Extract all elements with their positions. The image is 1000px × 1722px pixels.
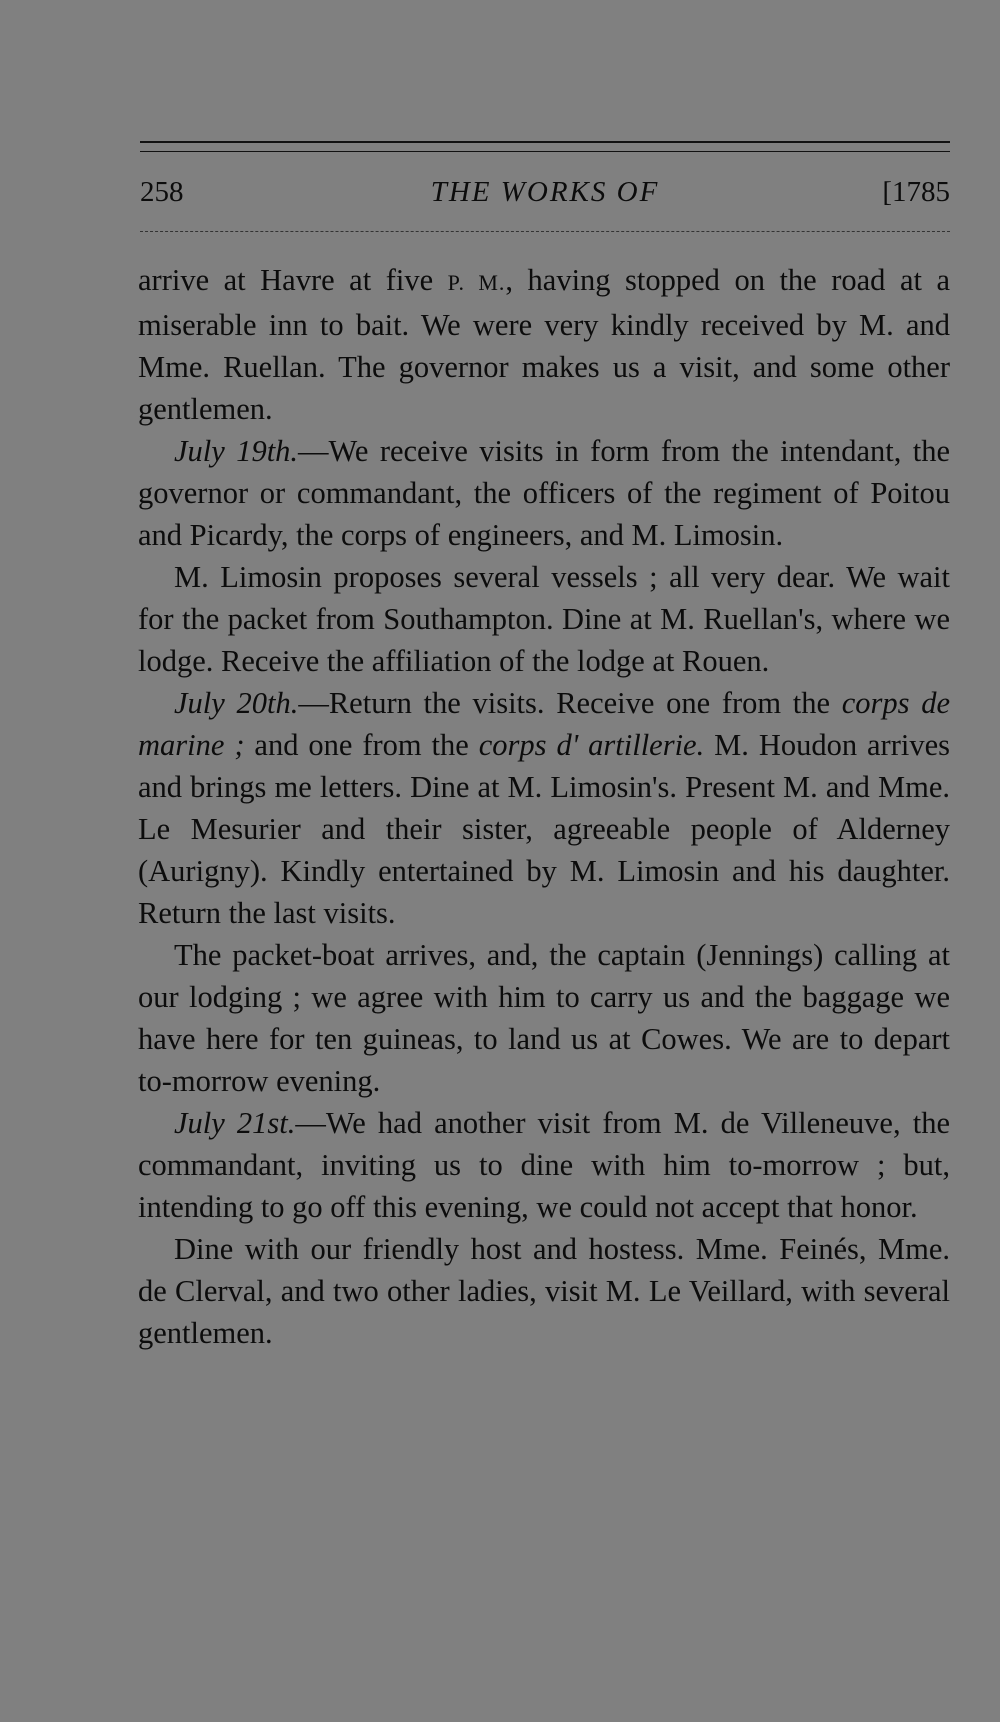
italic-text: corps d' artillerie. <box>478 728 705 762</box>
paragraph <box>138 934 950 1102</box>
text-run: Dine with our friendly host and hostess. Mme. Feinés, Mme. de Clerval, and two other ladies, visit M. Le Veillard, with several gentlemen. <box>138 1232 950 1350</box>
header-rule <box>140 231 950 232</box>
paragraph <box>138 556 950 682</box>
italic-text: July 19th. <box>174 434 299 468</box>
text-run: —We had another visit from M. de Villeneuve, the commandant, inviting us to dine with him to-morrow ; but, intending to go off this evening, we could not accept that honor. <box>138 1106 950 1224</box>
text-run: , having stopped on the road at a miserable inn to bait. We were very kindly received by M. and Mme. Ruellan. The governor makes us a visit, and some other gentlemen. <box>138 263 951 426</box>
paragraph <box>138 430 950 556</box>
paragraph <box>138 259 950 430</box>
text-run: —We receive visits in form from the intendant, the governor or commandant, the officers of the regiment of Poitou and Picardy, the corps of engineers, and M. Limosin. <box>138 434 950 552</box>
text-run: arrive at Havre at five <box>138 263 448 297</box>
italic-text: corps de marine ; <box>138 686 950 762</box>
small-caps-text: P. M. <box>447 270 506 295</box>
italic-text: July 21st. <box>174 1106 296 1140</box>
text-run: and one from the <box>244 728 479 762</box>
paragraph <box>138 682 950 934</box>
page-number: 258 <box>140 176 184 208</box>
text-run: The packet-boat arrives, and, the captain (Jennings) calling at our lodging ; we agree with him to carry us and the baggage we have here for ten guineas, to land us at Cowes. We are to depart to-morrow evening. <box>138 938 950 1098</box>
paragraph <box>138 1228 950 1354</box>
text-run: —Return the visits. Receive one from the <box>298 686 842 720</box>
italic-text: July 20th. <box>174 686 299 720</box>
text-run: M. Houdon arrives and brings me letters. Dine at M. Limosin's. Present M. and Mme. Le Mesurier and their sister, agreeable people of Alderney (Aurigny). Kindly entertained by M. Limosin and his daughter. Return the last visits. <box>138 728 950 930</box>
top-rule-thin <box>140 151 950 152</box>
body-text <box>138 259 950 1354</box>
paragraph <box>138 1102 950 1228</box>
year-marker: [1785 <box>882 176 950 208</box>
page-header <box>140 176 950 216</box>
running-title: THE WORKS OF <box>430 176 660 208</box>
top-rule <box>140 141 950 143</box>
text-run: M. Limosin proposes several vessels ; all very dear. We wait for the packet from Southampton. Dine at M. Ruellan's, where we lodge. Receive the affiliation of the lodge at Rouen. <box>138 560 950 678</box>
